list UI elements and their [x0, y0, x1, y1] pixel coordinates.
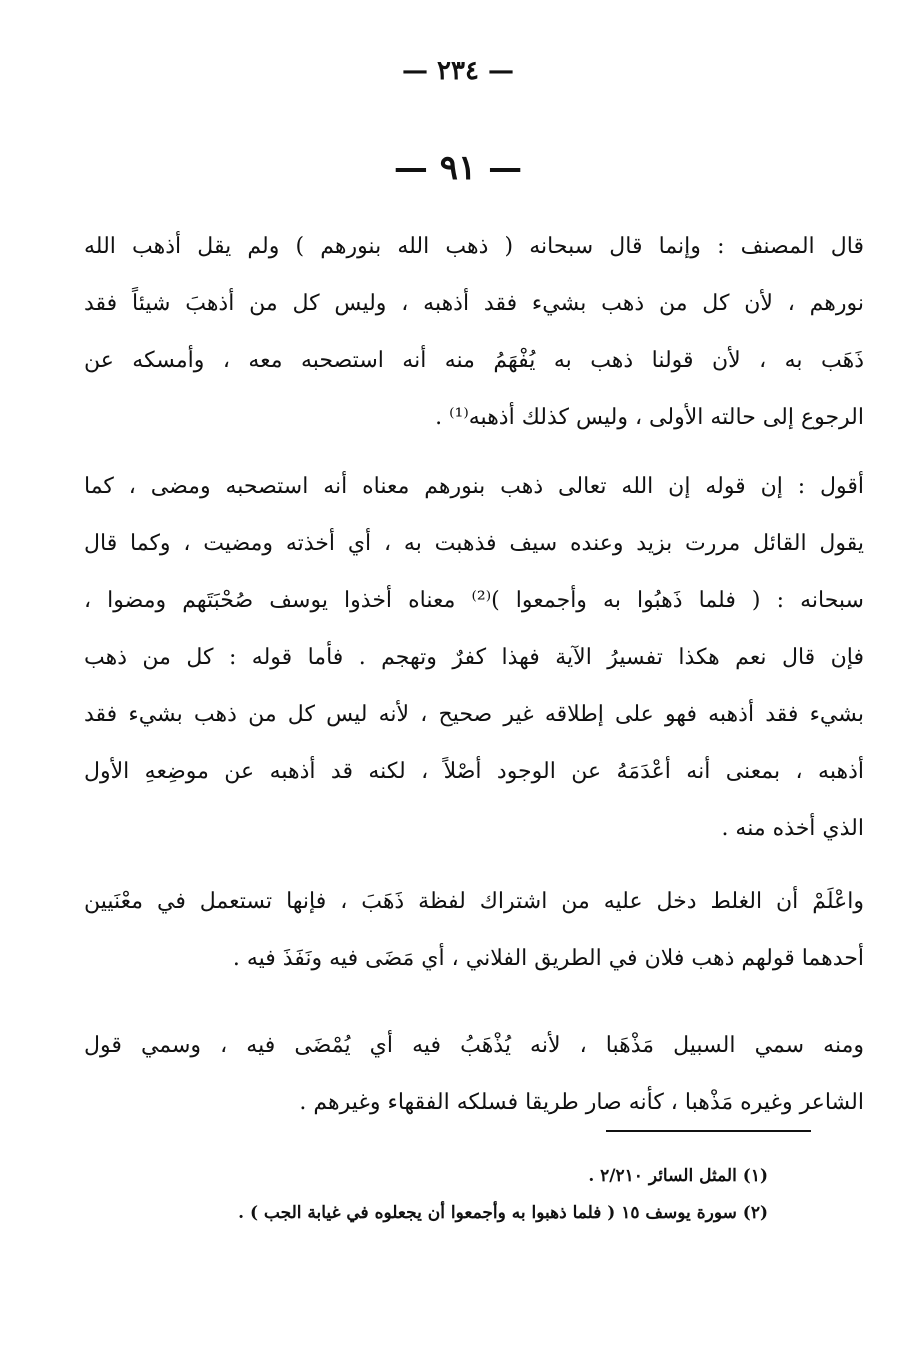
text-line: يقول القائل مررت بزيد وعنده سيف فذهبت به ، أي أخذته ومضيت ، وكما قال [84, 531, 864, 556]
footnote-divider [606, 1130, 811, 1132]
paragraph-explanation [84, 873, 864, 987]
section-number: — ٩١ — [393, 148, 523, 188]
text-line: قال المصنف : وإنما قال سبحانه ( ذهب الله بنورهم ) ولم يقل أذهب الله [84, 234, 864, 259]
text-line: أذهبه ، بمعنى أنه أعْدَمَهُ عن الوجود أصْلاً ، لكنه قد أذهبه عن موضِعهِ الأول [84, 759, 864, 784]
text-line: نورهم ، لأن كل من ذهب بشيء فقد أذهبه ، وليس كل من أذهبَ شيئاً فقد [84, 291, 864, 316]
text-line: الشاعر وغيره مَذْهبا ، كأنه صار طريقا فسلكه الفقهاء وغيرهم . [299, 1090, 864, 1115]
text-line: بشيء فقد أذهبه فهو على إطلاقه غير صحيح ، لأنه ليس كل من ذهب بشيء فقد [84, 702, 864, 727]
page-number: — ٢٣٤ — [401, 56, 515, 86]
text-line: الذي أخذه منه . [721, 816, 864, 841]
footnote-1: (١) المثل السائر ٢/٢١٠ . [588, 1166, 768, 1186]
text-line: أقول : إن قوله إن الله تعالى ذهب بنورهم معناه أنه استصحبه ومضى ، كما [84, 474, 864, 499]
paragraph-author-statement [84, 218, 864, 446]
footnotes [128, 1158, 768, 1232]
paragraph-response [84, 458, 864, 857]
text-line: ذَهَب به ، لأن قولنا ذهب به يُفْهَمُ منه أنه استصحبه معه ، وأمسكه عن [84, 348, 864, 373]
text-line: ومنه سمي السبيل مَذْهَبا ، لأنه يُذْهَبُ فيه أي يُمْضَى فيه ، وسمي قول [84, 1033, 864, 1058]
text-line: سبحانه : ( فلما ذَهبُوا به وأجمعوا )⁽²⁾ معناه أخذوا يوسف صُحْبَتَهم ومضوا ، [84, 588, 864, 613]
text-line: الرجوع إلى حالته الأولى ، وليس كذلك أذهبه⁽¹⁾ . [435, 405, 864, 430]
text-line: واعْلَمْ أن الغلط دخل عليه من اشتراك لفظة ذَهَبَ ، فإنها تستعمل في معْنَيين [84, 889, 864, 914]
text-line: أحدهما قولهم ذهب فلان في الطريق الفلاني ، أي مَضَى فيه ونَفَذَ فيه . [232, 946, 864, 971]
text-line: فإن قال نعم هكذا تفسيرُ الآية فهذا كفرٌ وتهجم . فأما قوله : كل من ذهب [84, 645, 864, 670]
paragraph-madhab [84, 1017, 864, 1131]
footnote-2: (٢) سورة يوسف ١٥ ( فلما ذهبوا به وأجمعوا أن يجعلوه في غيابة الجب ) . [238, 1203, 768, 1223]
